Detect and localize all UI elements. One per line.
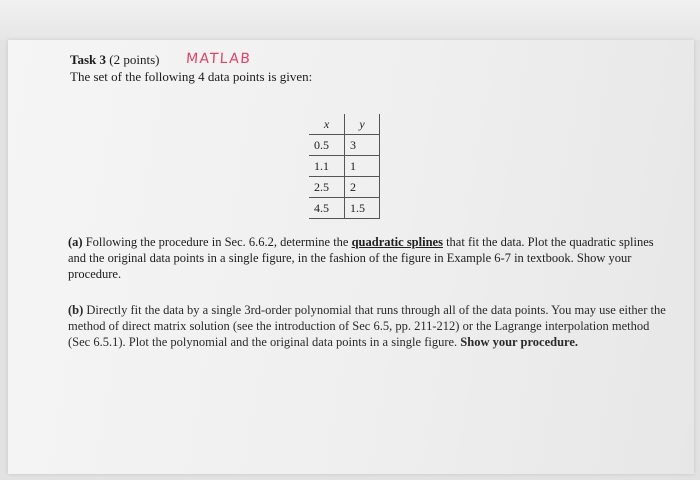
task-intro: The set of the following 4 data points is given: [70,69,313,84]
table-cell-y: 1.5 [345,198,380,219]
table-cell-x: 1.1 [309,156,345,177]
background-top [0,0,700,40]
task-heading [70,52,159,68]
part-b-bold-tail: Show your procedure. [460,335,579,349]
paper-sheet [8,40,694,474]
handwritten-note: MATLAB [185,51,252,67]
table-header-x: x [309,114,345,135]
part-a-text-start: Following the procedure in Sec. 6.6.2, determine the [85,235,352,249]
data-points-table [309,114,380,219]
table-header-row [309,114,380,135]
table-row [309,135,380,156]
table-cell-y: 2 [345,177,380,198]
part-a-label: (a) [68,235,83,249]
task-title: Task 3 [70,52,107,67]
table-cell-x: 4.5 [309,198,345,219]
part-a-underlined-term: quadratic splines [351,235,443,249]
table-cell-x: 2.5 [309,177,345,198]
part-b-text: Directly fit the data by a single 3rd-order polynomial that runs through all of the data points. You may use either the method of direct matrix solution (see the introduction of Sec 6.5, pp. 211-212) or the Lagrange interpolation method (Sec 6.5.1). Plot the polynomial and the original data points in a single figure. [68,303,666,349]
part-b-label: (b) [68,303,84,317]
table-row [309,156,380,177]
part-a-paragraph [68,234,673,282]
task-points: (2 points) [109,52,160,67]
table-row [309,198,380,219]
table-row [309,177,380,198]
part-b-paragraph [68,302,673,350]
table-cell-x: 0.5 [309,135,345,156]
table-cell-y: 1 [345,156,380,177]
table-header-y: y [345,114,380,135]
table-cell-y: 3 [345,135,380,156]
part-a-text-end: that fit the data. Plot the quadratic splines and the original data points in a single figure, in the fashion of the figure in Example 6-7 in textbook. Show your procedure. [68,235,654,281]
